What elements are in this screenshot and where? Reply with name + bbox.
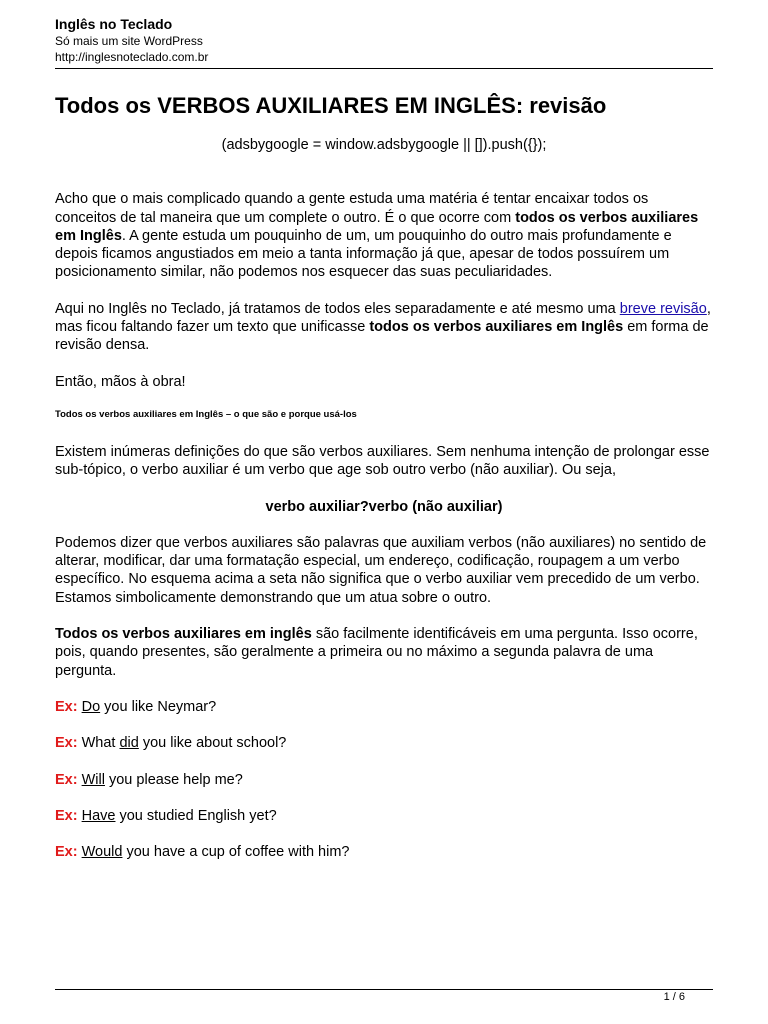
example-text: What (77, 735, 120, 752)
paragraph-text: , mas ficou faltando fazer um texto que unificasse (55, 300, 711, 336)
paragraph-text: . A gente estuda um pouquinho de um, um pouquinho do outro mais profundamente e depois ficamos angustiados em meio a tanta informação já que, apesar de todos possuírem um posicionamento similar, não podemos nos esquecer das suas peculiaridades. (55, 227, 672, 281)
example-line (55, 843, 713, 861)
example-line (55, 771, 713, 789)
auxiliary-verb: Have (81, 807, 116, 824)
example-label: Ex: (55, 735, 78, 752)
paragraph-start: Então, mãos à obra! (55, 373, 186, 390)
site-title: Inglês no Teclado (55, 16, 173, 32)
bold-phrase: todos os verbos auxiliares em Inglês (369, 319, 624, 336)
document-page (55, 0, 713, 1024)
auxiliary-verb: did (119, 735, 139, 752)
example-label: Ex: (55, 771, 78, 788)
site-tagline: Só mais um site WordPress (55, 34, 203, 48)
paragraph-text: em forma de revisão densa. (55, 319, 709, 354)
paragraph-review (55, 300, 713, 355)
example-text: you have a cup of coffee with him? (122, 844, 350, 861)
formula-line: verbo auxiliar?verbo (não auxiliar) (265, 498, 503, 515)
paragraph-definition: Existem inúmeras definições do que são verbos auxiliares. Sem nenhuma intenção de prolongar esse sub-tópico, o verbo auxiliar é um verbo que age sob outro verbo (não auxiliar). Ou seja, (55, 443, 710, 479)
site-url: http://inglesnoteclado.com.br (55, 50, 209, 64)
paragraph-text: Aqui no Inglês no Teclado, já tratamos de todos eles separadamente e até mesmo uma (55, 300, 620, 317)
paragraph-explanation: Podemos dizer que verbos auxiliares são palavras que auxiliam verbos (não auxiliares) no sentido de alterar, modificar, dar uma formatação especial, um endereço, codificação, roupagem a um verbo específico. No esquema acima a seta não significa que o verbo auxiliar vem precedido de um verbo. Estamos simbolicamente demonstrando que um atua sobre o outro. (55, 534, 707, 606)
example-line (55, 734, 713, 752)
ad-script-text: (adsbygoogle = window.adsbygoogle || []).push({}); (221, 137, 547, 153)
footer-divider (55, 989, 713, 990)
section-subheading: Todos os verbos auxiliares em Inglês – o que são e porque usá-los (55, 408, 357, 420)
example-line (55, 807, 713, 825)
example-text: you like Neymar? (100, 698, 217, 715)
bold-phrase: todos os verbos auxiliares em Inglês (55, 209, 699, 244)
example-label: Ex: (55, 698, 78, 715)
header-divider (55, 68, 713, 69)
bold-phrase: Todos os verbos auxiliares em inglês (55, 626, 312, 643)
example-label: Ex: (55, 807, 78, 824)
auxiliary-verb: Do (81, 698, 101, 715)
example-text: you studied English yet? (115, 807, 277, 824)
page-number: 1 / 6 (663, 991, 685, 1003)
auxiliary-verb: Would (81, 844, 123, 861)
paragraph-identification (55, 625, 713, 680)
paragraph-intro (55, 190, 713, 281)
example-label: Ex: (55, 844, 78, 861)
article-body (55, 136, 713, 879)
breve-revisao-link[interactable]: breve revisão (619, 300, 707, 317)
paragraph-text: Acho que o mais complicado quando a gente estuda uma matéria é tentar encaixar todos os conceitos de tal maneira que um complete o outro. É o que ocorre com (55, 191, 649, 226)
site-header (55, 16, 713, 65)
auxiliary-verb: Will (81, 771, 105, 788)
example-text: you please help me? (104, 771, 243, 788)
paragraph-text: são facilmente identificáveis em uma pergunta. Isso ocorre, pois, quando presentes, são geralmente a primeira ou no máximo a segunda palavra de uma pergunta. (55, 626, 698, 679)
example-line (55, 698, 713, 716)
example-text: you like about school? (138, 735, 287, 752)
page-title: Todos os VERBOS AUXILIARES EM INGLÊS: revisão (55, 93, 607, 118)
